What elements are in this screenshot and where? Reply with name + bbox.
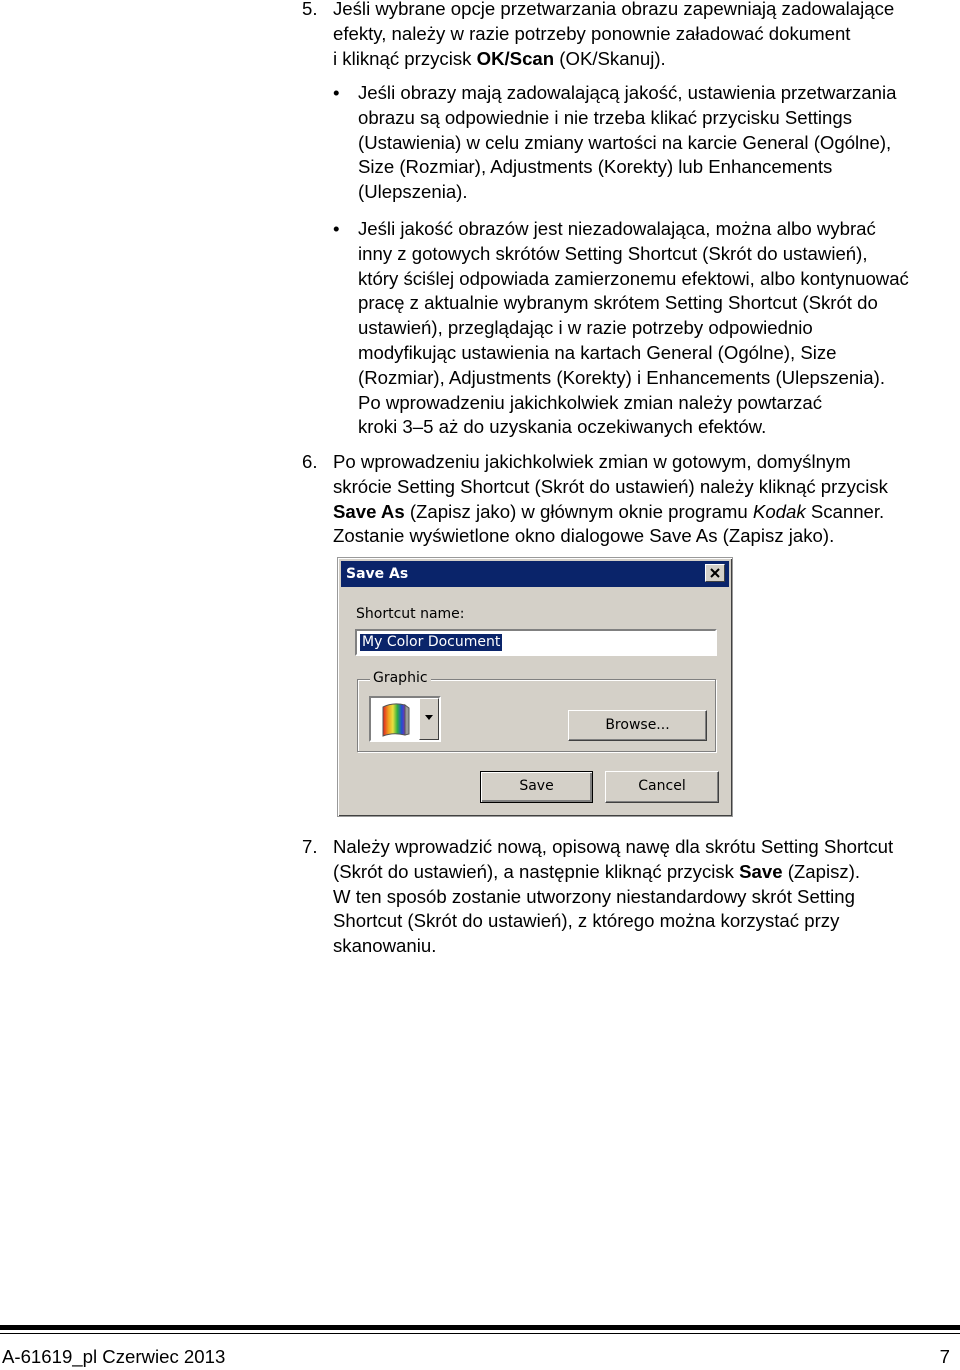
- text-line: modyfikując ustawienia na kartach General (Ogólne), Size: [358, 341, 837, 363]
- bullet-1-marker: •: [333, 82, 340, 103]
- shortcut-name-value: My Color Document: [362, 634, 501, 650]
- bullet-2-text: [358, 217, 958, 440]
- dialog-title: Save As: [346, 566, 409, 582]
- shortcut-name-input[interactable]: [355, 629, 717, 656]
- chevron-down-icon: [424, 715, 434, 721]
- footer-date: Czerwiec 2013: [102, 1346, 226, 1367]
- dialog-titlebar[interactable]: [341, 561, 729, 587]
- cancel-button-label: Cancel: [638, 778, 686, 794]
- text-line: który ściślej odpowiada zamierzonemu efektowi, albo kontynuować: [358, 267, 909, 289]
- step-5-number: 5.: [302, 0, 318, 19]
- text-span: (Skrót do ustawień), a następnie kliknąć przycisk: [333, 860, 740, 882]
- bullet-1-text: [358, 81, 958, 205]
- text-line: Size (Rozmiar), Adjustments (Korekty) lub Enhancements: [358, 156, 833, 178]
- text-span: Scanner.: [805, 500, 885, 522]
- save-as-term: Save As: [333, 500, 405, 522]
- text-line: Po wprowadzeniu jakichkolwiek zmian należy powtarzać: [358, 391, 823, 413]
- save-as-dialog: [337, 557, 733, 817]
- dropdown-arrow-button[interactable]: [419, 698, 439, 740]
- save-term: Save: [739, 860, 783, 882]
- shortcut-name-label: Shortcut name:: [356, 606, 465, 622]
- cancel-button[interactable]: [605, 771, 719, 803]
- close-icon: [710, 568, 720, 578]
- step-7-number: 7.: [302, 836, 318, 857]
- footer-rule-thick: [0, 1325, 960, 1330]
- text-line: [333, 500, 958, 525]
- text-line: (Ulepszenia).: [358, 181, 468, 203]
- text-line: Shortcut (Skrót do ustawień), z którego można korzystać przy: [333, 910, 840, 932]
- footer-doc-info: [2, 1345, 225, 1370]
- text-line: kroki 3–5 aż do uzyskania oczekiwanych efektów.: [358, 416, 767, 438]
- graphic-dropdown[interactable]: [369, 696, 441, 742]
- footer-rule-thin: [0, 1333, 960, 1334]
- text-line: (Ustawienia) w celu zmiany wartości na karcie General (Ogólne),: [358, 131, 892, 153]
- ok-scan-term: OK/Scan: [476, 47, 555, 69]
- save-button[interactable]: [480, 771, 593, 803]
- close-button[interactable]: [705, 564, 725, 582]
- graphic-group-label: Graphic: [370, 669, 431, 687]
- step-6-text: [333, 450, 958, 549]
- text-span: (Zapisz jako) w głównym oknie programu: [404, 500, 753, 522]
- text-line: Jeśli obrazy mają zadowalającą jakość, ustawienia przetwarzania: [358, 82, 897, 103]
- kodak-term: Kodak: [752, 500, 806, 522]
- color-document-icon: [375, 701, 417, 737]
- text-span: (OK/Skanuj).: [554, 47, 666, 69]
- text-line: W ten sposób zostanie utworzony niestandardowy skrót Setting: [333, 885, 855, 907]
- footer-page-number: 7: [939, 1346, 950, 1367]
- text-line: Należy wprowadzić nową, opisową nawę dla skrótu Setting Shortcut: [333, 836, 894, 857]
- text-line: efekty, należy w razie potrzeby ponownie załadować dokument: [333, 22, 851, 44]
- text-line: (Rozmiar), Adjustments (Korekty) i Enhancements (Ulepszenia).: [358, 366, 886, 388]
- text-line: [333, 860, 958, 885]
- footer-doc-id: A-61619_pl: [2, 1346, 98, 1367]
- text-line: Jeśli wybrane opcje przetwarzania obrazu zapewniają zadowalające: [333, 0, 895, 19]
- step-5-text: [333, 0, 958, 71]
- bullet-2-marker: •: [333, 218, 340, 239]
- text-line: Jeśli jakość obrazów jest niezadowalająca, można albo wybrać: [358, 218, 876, 239]
- text-line: Zostanie wyświetlone okno dialogowe Save As (Zapisz jako).: [333, 525, 835, 547]
- text-line: inny z gotowych skrótów Setting Shortcut (Skrót do ustawień),: [358, 242, 868, 264]
- browse-button-label: Browse...: [605, 717, 670, 733]
- text-span: (Zapisz).: [782, 860, 861, 882]
- text-line: ustawień), przeglądając i w razie potrzeby odpowiednio: [358, 317, 813, 339]
- text-line: Po wprowadzeniu jakichkolwiek zmian w gotowym, domyślnym: [333, 451, 851, 472]
- text-line: obrazu są odpowiednie i nie trzeba klikać przycisku Settings: [358, 106, 853, 128]
- text-line: pracę z aktualnie wybranym skrótem Setting Shortcut (Skrót do: [358, 292, 878, 314]
- step-6-number: 6.: [302, 451, 318, 472]
- text-line: skanowaniu.: [333, 935, 437, 957]
- text-line: [333, 47, 958, 72]
- step-7-text: [333, 835, 958, 959]
- text-line: skrócie Setting Shortcut (Skrót do ustawień) należy kliknąć przycisk: [333, 475, 888, 497]
- save-button-label: Save: [519, 778, 554, 794]
- browse-button[interactable]: [568, 710, 707, 741]
- text-span: i kliknąć przycisk: [333, 47, 477, 69]
